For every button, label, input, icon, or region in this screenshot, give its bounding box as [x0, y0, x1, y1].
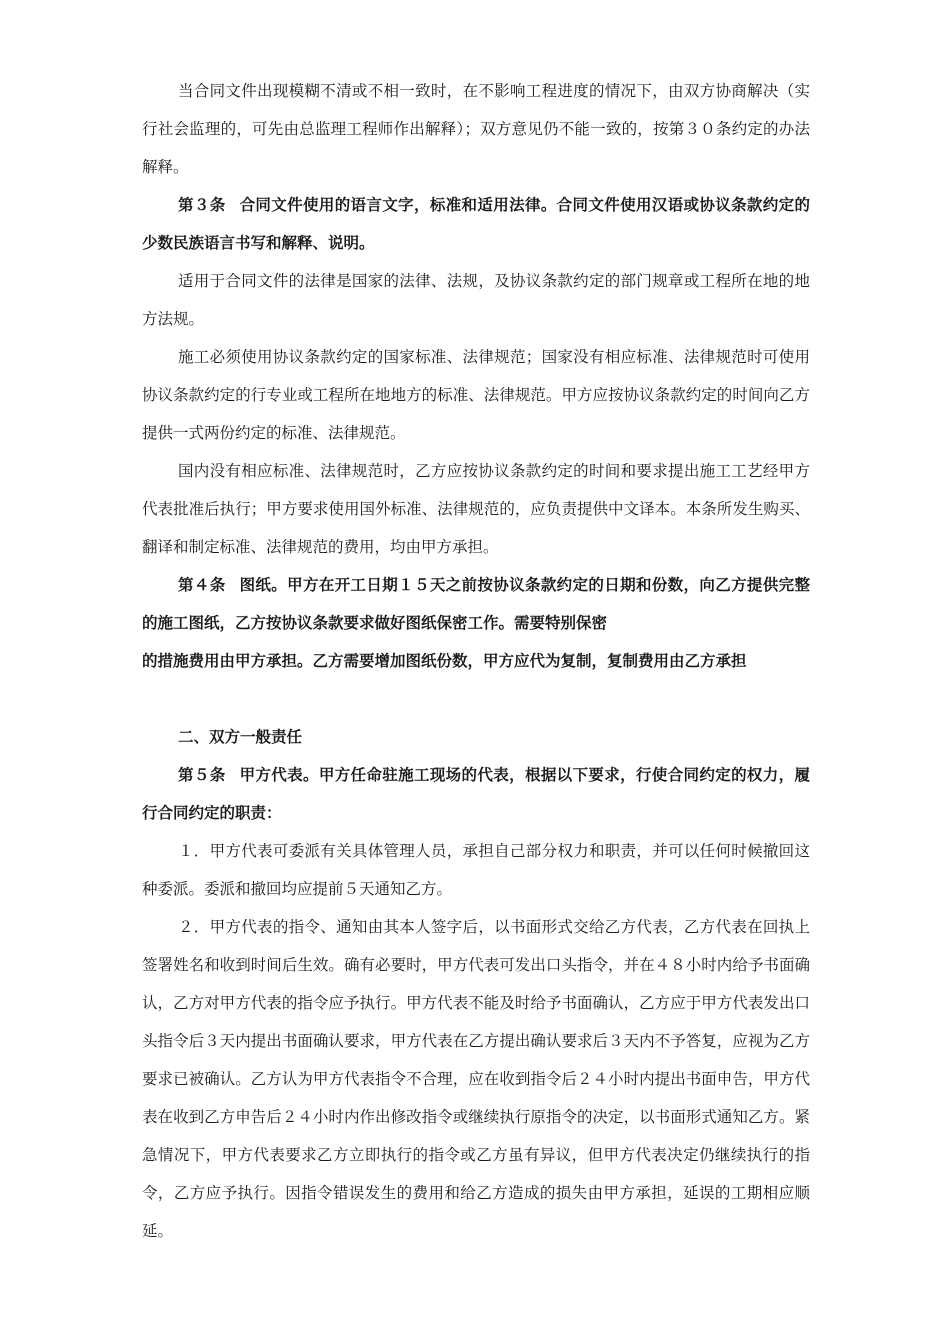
paragraph-construction-standards: 施工必须使用协议条款约定的国家标准、法律规范；国家没有相应标准、法律规范时可使用协议条款约定的行专业或工程所在地地方的标准、法律规范。甲方应按协议条款约定的时间向乙方提供一式两份约定的标准、法律规范。: [142, 348, 810, 442]
paragraph-foreign-standards: 国内没有相应标准、法律规范时，乙方应按协议条款约定的时间和要求提出施工工艺经甲方代表批准后执行；甲方要求使用国外标准、法律规范的，应负责提供中文译本。本条所发生购买、翻译和制定标准、法律规范的费用，均由甲方承担。: [142, 462, 810, 556]
article-4-text: 图纸。甲方在开工日期１５天之前按协议条款约定的日期和份数，向乙方提供完整的施工图纸，乙方按协议条款要求做好图纸保密工作。需要特别保密: [142, 575, 810, 632]
section-heading-2: 二、双方一般责任: [178, 727, 303, 746]
list-item-2: ２．甲方代表的指令、通知由其本人签字后，以书面形式交给乙方代表，乙方代表在回执上签署姓名和收到时间后生效。确有必要时，甲方代表可发出口头指令，并在４８小时内给予书面确认，乙方对甲方代表的指令应予执行。甲方代表不能及时给予书面确认，乙方应于甲方代表发出口头指令后３天内提出书面确认要求，甲方代表在乙方提出确认要求后３天内不予答复，应视为乙方要求已被确认。乙方认为甲方代表指令不合理，应在收到指令后２４小时内提出书面申告，甲方代表在收到乙方申告后２４小时内作出修改指令或继续执行原指令的决定，以书面形式通知乙方。紧急情况下，甲方代表要求乙方立即执行的指令或乙方虽有异议，但甲方代表决定仍继续执行的指令，乙方应予执行。因指令错误发生的费用和给乙方造成的损失由甲方承担，延误的工期相应顺延。: [142, 918, 810, 1240]
article-3: [142, 186, 810, 262]
article-5: [142, 756, 810, 832]
blank-line: [142, 680, 810, 718]
article-5-number: 第５条: [178, 765, 226, 784]
article-5-text: 甲方代表。甲方任命驻施工现场的代表，根据以下要求，行使合同约定的权力，履行合同约定的职责：: [142, 765, 810, 822]
article-3-text: 合同文件使用的语言文字，标准和适用法律。合同文件使用汉语或协议条款约定的少数民族语言书写和解释、说明。: [142, 195, 810, 252]
document-page: [142, 72, 810, 1250]
list-item-1: １．甲方代表可委派有关具体管理人员，承担自己部分权力和职责，并可以任何时候撤回这种委派。委派和撤回均应提前５天通知乙方。: [142, 842, 810, 898]
article-4-continuation: 的措施费用由甲方承担。乙方需要增加图纸份数，甲方应代为复制，复制费用由乙方承担: [142, 651, 747, 670]
article-3-number: 第３条: [178, 195, 226, 214]
paragraph-contract-ambiguity: 当合同文件出现模糊不清或不相一致时，在不影响工程进度的情况下，由双方协商解决（实行社会监理的，可先由总监理工程师作出解释）；双方意见仍不能一致的，按第３０条约定的办法解释。: [142, 82, 810, 176]
article-4-number: 第４条: [178, 575, 226, 594]
article-4: [142, 566, 810, 642]
paragraph-applicable-law: 适用于合同文件的法律是国家的法律、法规，及协议条款约定的部门规章或工程所在地的地方法规。: [142, 272, 810, 328]
